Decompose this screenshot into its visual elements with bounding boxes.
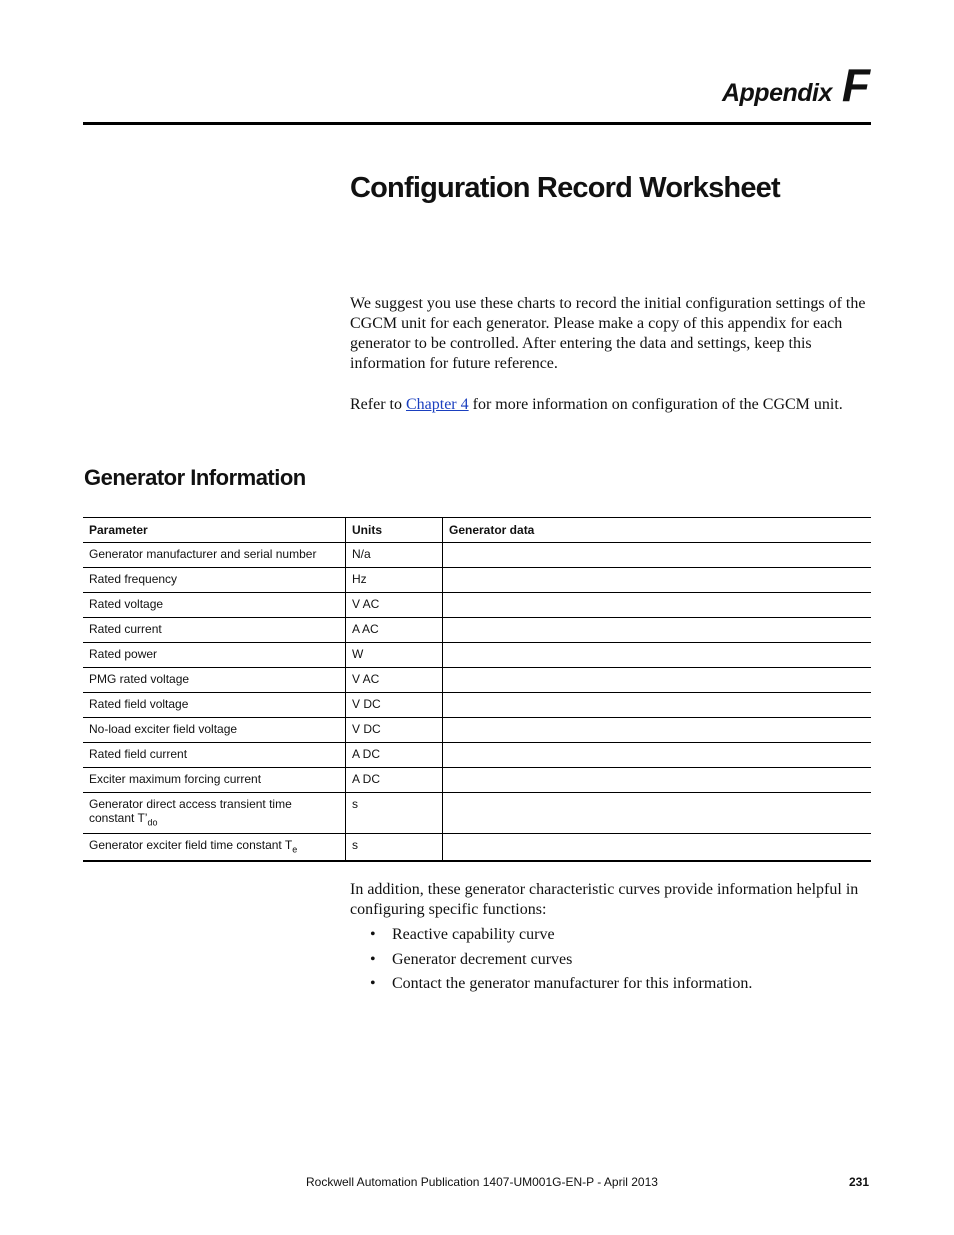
units-cell: s bbox=[346, 834, 443, 861]
data-cell[interactable] bbox=[443, 693, 872, 718]
table-row bbox=[83, 543, 871, 568]
data-cell[interactable] bbox=[443, 568, 872, 593]
refer-suffix: for more information on configuration of the CGCM unit. bbox=[468, 396, 843, 413]
table-header-row bbox=[83, 518, 871, 543]
param-subscript: e bbox=[292, 844, 298, 855]
list-item-text: Generator decrement curves bbox=[392, 950, 573, 968]
data-cell[interactable] bbox=[443, 593, 872, 618]
units-cell: A DC bbox=[346, 743, 443, 768]
data-cell[interactable] bbox=[443, 743, 872, 768]
units-cell: s bbox=[346, 793, 443, 834]
table-row bbox=[83, 568, 871, 593]
units-cell: V AC bbox=[346, 593, 443, 618]
param-cell: Rated field current bbox=[83, 743, 346, 768]
units-cell: A DC bbox=[346, 768, 443, 793]
chapter-4-link[interactable]: Chapter 4 bbox=[405, 396, 469, 413]
param-cell: Rated current bbox=[83, 618, 346, 643]
list-item bbox=[370, 951, 752, 976]
header-parameter: Parameter bbox=[83, 518, 346, 543]
units-cell: Hz bbox=[346, 568, 443, 593]
list-item-text: Reactive capability curve bbox=[392, 926, 555, 943]
bullet-icon: • bbox=[370, 950, 376, 968]
param-cell: Rated power bbox=[83, 643, 346, 668]
param-cell: Generator manufacturer and serial number bbox=[83, 543, 346, 568]
list-item-text: Contact the generator manufacturer for this information. bbox=[392, 975, 753, 992]
param-cell: Exciter maximum forcing current bbox=[83, 768, 346, 793]
footer-page-number: 231 bbox=[849, 1175, 870, 1189]
param-cell bbox=[83, 793, 346, 834]
table-row bbox=[83, 618, 871, 643]
list-item bbox=[370, 926, 752, 951]
units-cell: V AC bbox=[346, 668, 443, 693]
appendix-letter: F bbox=[841, 59, 870, 111]
table-row bbox=[83, 768, 871, 793]
param-subscript: do bbox=[147, 817, 158, 828]
bullet-icon: • bbox=[370, 926, 376, 943]
units-cell: V DC bbox=[346, 693, 443, 718]
table-row bbox=[83, 643, 871, 668]
header-rule bbox=[83, 122, 871, 125]
table-row bbox=[83, 718, 871, 743]
units-cell: W bbox=[346, 643, 443, 668]
param-text: Generator exciter field time constant T bbox=[89, 838, 293, 852]
param-cell: No-load exciter field voltage bbox=[83, 718, 346, 743]
table-row bbox=[83, 668, 871, 693]
refer-paragraph bbox=[350, 395, 872, 415]
list-item bbox=[370, 975, 752, 1000]
header-units: Units bbox=[346, 518, 443, 543]
units-cell: N/a bbox=[346, 543, 443, 568]
data-cell[interactable] bbox=[443, 618, 872, 643]
appendix-heading bbox=[721, 59, 870, 111]
units-cell: A AC bbox=[346, 618, 443, 643]
additional-paragraph: In addition, these generator characteristic curves provide information helpful in configuring specific functions: bbox=[350, 881, 859, 918]
data-cell[interactable] bbox=[443, 768, 872, 793]
param-cell: PMG rated voltage bbox=[83, 668, 346, 693]
section-title: Generator Information bbox=[84, 465, 306, 490]
table-row bbox=[83, 693, 871, 718]
data-cell[interactable] bbox=[443, 834, 872, 861]
data-cell[interactable] bbox=[443, 543, 872, 568]
appendix-label: Appendix bbox=[721, 79, 832, 107]
param-cell: Rated field voltage bbox=[83, 693, 346, 718]
table-row bbox=[83, 793, 871, 834]
table-row bbox=[83, 593, 871, 618]
intro-paragraph: We suggest you use these charts to record the initial configuration settings of the CGCM unit for each generator. Please make a copy of this appendix for each generator to be controlled. After entering the data and settings, keep this information for future reference. bbox=[350, 295, 866, 372]
data-cell[interactable] bbox=[443, 718, 872, 743]
param-cell: Rated voltage bbox=[83, 593, 346, 618]
footer-publication: Rockwell Automation Publication 1407-UM001G-EN-P - April 2013 bbox=[306, 1175, 658, 1189]
param-text: Generator direct access transient time constant T’ bbox=[89, 797, 292, 825]
param-cell bbox=[83, 834, 346, 861]
refer-prefix: Refer to bbox=[350, 396, 406, 413]
table-row bbox=[83, 834, 871, 861]
table-row bbox=[83, 743, 871, 768]
generator-info-table bbox=[83, 517, 871, 862]
data-cell[interactable] bbox=[443, 793, 872, 834]
param-cell: Rated frequency bbox=[83, 568, 346, 593]
page-title: Configuration Record Worksheet bbox=[350, 172, 780, 204]
header-generator-data: Generator data bbox=[449, 523, 535, 537]
curves-bullet-list bbox=[370, 926, 752, 1000]
units-cell: V DC bbox=[346, 718, 443, 743]
bullet-icon: • bbox=[370, 975, 376, 992]
data-cell[interactable] bbox=[443, 668, 872, 693]
data-cell[interactable] bbox=[443, 643, 872, 668]
